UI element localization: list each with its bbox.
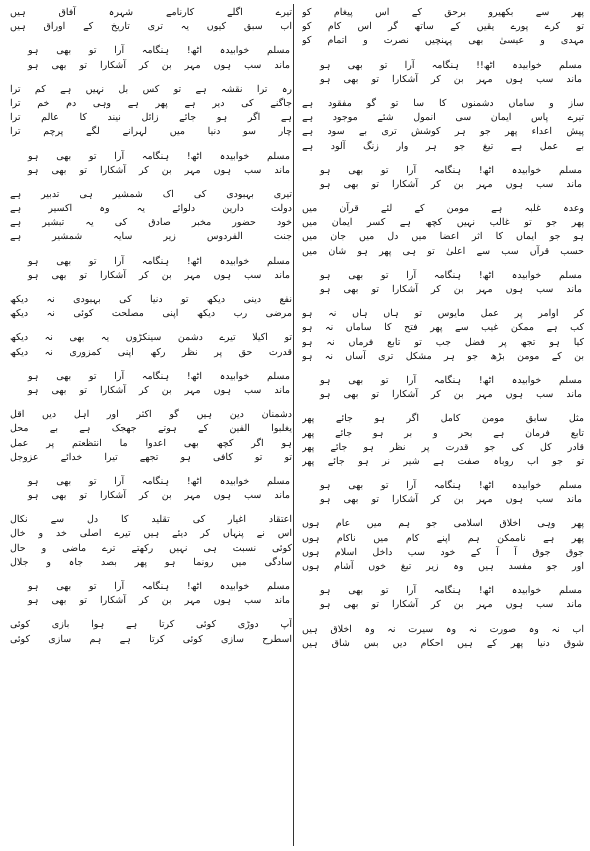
- poem-line: ماند سب ہوں مہر بن کر آشکارا تو بھی ہو: [320, 389, 582, 401]
- poem-line: پھر جو تو غالب نہیں کچھ ہے کسر ایمان میں: [302, 217, 584, 229]
- poem-stanza: [10, 6, 292, 34]
- poem-stanza: [10, 293, 292, 321]
- poem-line: مہدی و عیسیٰ بھی پہنچیں نصرت و اتمام کو: [302, 35, 584, 47]
- poem-line: مسلم خوابیدہ اٹھ!! ہنگامہ آرا تو بھی ہو: [320, 59, 582, 71]
- poem-line: تیرے پاس ایمان سی انمول شئے موجود ہے: [302, 112, 584, 124]
- refrain-stanza: [302, 164, 584, 192]
- poem-line: قدرت حق پر نظر رکھ اپنی کمزوری نہ دیکھ: [10, 346, 292, 358]
- poem-line: تیرے اگلے کارنامے شہرہ آفاق ہیں: [10, 7, 292, 18]
- poem-line: نفع دینی دیکھ تو دنیا کی بہبودی نہ دیکھ: [10, 294, 292, 305]
- poem-line: اب سبق کیوں یہ تری تاریخ کے اوراق ہیں: [10, 21, 292, 33]
- poem-line: پھر ہے ناممکن ہم اپنے کام میں ناکام ہوں: [302, 532, 584, 544]
- poem-stanza: [10, 618, 292, 646]
- poem-line: کب ہے ممکن غیب سے پھر فتح کا ساماں نہ ہو: [302, 322, 584, 334]
- refrain-stanza: [302, 269, 584, 297]
- poem-line: کیا ہو تجھ پر فضل جب تو تابع فرماں نہ ہو: [302, 336, 584, 348]
- poem-line: ماند سب ہوں مہر بن کر آشکارا تو بھی ہو: [320, 284, 582, 295]
- poem-line: مسلم خوابیدہ اٹھ! ہنگامہ آرا تو بھی ہو: [28, 255, 290, 267]
- poem-line: اعتقاد اغیار کی تقلید کا دل سے نکال: [10, 514, 292, 526]
- poem-line: ماند سب ہوں مہر بن کر آشکارا تو بھی ہو: [320, 494, 582, 506]
- poem-line: دشمنان دین ہیں گو اکثر اور اہل دیں اقل: [10, 409, 292, 421]
- poem-stanza: [302, 307, 584, 364]
- poem-line: مسلم خوابیدہ اٹھ! ہنگامہ آرا تو بھی ہو: [320, 374, 582, 386]
- poem-line: ماند سب ہوں مہر بن کر آشکارا تو بھی ہو: [28, 595, 290, 607]
- poem-line: تو جو اب روباہ صفت ہے شیر نر ہو جائے پھر: [302, 455, 584, 467]
- poem-line: مسلم خوابیدہ اٹھ! ہنگامہ آرا تو بھی ہو: [320, 164, 582, 176]
- poem-line: ماند سب ہوں مہر بن کر آشکارا تو بھی ہو: [28, 269, 290, 281]
- refrain-stanza: [302, 479, 584, 507]
- poem-line: ساز و ساماں دشمنوں کا سا تو گو مفقود ہے: [302, 97, 584, 109]
- poem-line: جنت الفردوس زیر سایہ شمشیر ہے: [10, 231, 292, 243]
- left-poem-column: [10, 6, 292, 846]
- poem-line: تو کرے پورے یقیں کے ساتھ گر اس کام کو: [302, 21, 584, 33]
- refrain-stanza: [302, 59, 584, 87]
- poem-line: قادر کل کی جو قدرت پر نظر ہو جائے پھر: [302, 441, 584, 453]
- poem-line: مرضی رب دیکھ اپنی مصلحت کوئی نہ دیکھ: [10, 308, 292, 320]
- poem-stanza: [10, 331, 292, 359]
- poem-line: حسب قرآں سب سے اعلیٰ تو ہی پھر ہو شان میں: [302, 245, 584, 257]
- poem-line: وعدہ غلبہ ہے مومن کے لئے قرآن میں: [302, 203, 584, 215]
- refrain-stanza: [10, 150, 292, 178]
- poem-stanza: [302, 412, 584, 469]
- poem-stanza: [10, 188, 292, 245]
- poem-line: ہو اگر کچھ بھی اعدوا ما انتظعتم پر عمل: [10, 437, 292, 449]
- right-poem-column: [302, 6, 584, 846]
- refrain-stanza: [10, 255, 292, 283]
- poem-line: مسلم خوابیدہ اٹھ! ہنگامہ آرا تو بھی ہو: [28, 475, 290, 487]
- poem-line: تیری بہبودی کی اک شمشیر ہی تدبیر ہے: [10, 188, 292, 200]
- poem-line: اب نہ وہ صورت نہ وہ سیرت نہ وہ اخلاق ہیں: [302, 623, 584, 635]
- poem-line: ماند سب ہوں مہر بن کر آشکارا تو بھی ہو: [28, 164, 290, 176]
- poem-line: تو اکیلا تیرے دشمن سینکڑوں یہ بھی نہ دیکھ: [10, 332, 292, 344]
- refrain-stanza: [10, 475, 292, 503]
- refrain-stanza: [10, 370, 292, 398]
- poem-line: رہ ترا نقشہ ہے تو کس بل نہیں ہے کم ترا: [10, 83, 292, 95]
- poem-line: مسلم خوابیدہ اٹھ! ہنگامہ آرا تو بھی ہو: [28, 150, 290, 162]
- poem-line: آپ دوڑی کوئی کرتا ہے ہوا بازی کوئی: [10, 619, 292, 631]
- poem-stanza: [10, 408, 292, 465]
- poem-line: چار سو دنیا میں لہرانے لگے پرچم ترا: [10, 126, 292, 138]
- refrain-stanza: [302, 584, 584, 612]
- poem-line: مسلم خوابیدہ اٹھ! ہنگامہ آرا تو بھی ہو: [320, 585, 582, 597]
- poem-line: ہو جو ایماں کا اثر اعضا میں دل میں جان میں: [302, 231, 584, 243]
- refrain-stanza: [10, 580, 292, 608]
- poem-line: مثل سابق مومن کامل اگر ہو جائے پھر: [302, 413, 584, 425]
- poem-stanza: [10, 83, 292, 140]
- poem-line: اور جو مفسد ہیں وہ زیر تیغ خوں آشام ہوں: [302, 561, 584, 572]
- poem-line: تابع فرمان ہے بحر و بر ہو جائے پھر: [302, 427, 584, 439]
- poem-line: ہے اگر ہو جائے زائل نیند کا عالم ترا: [10, 112, 292, 124]
- poem-line: دولت دارین دلوائے یہ وہ اکسیر ہے: [10, 203, 292, 215]
- refrain-stanza: [302, 374, 584, 402]
- poem-line: اسطرح سازی کوئی کرتا ہے ہم سازی کوئی: [10, 633, 292, 645]
- poem-line: اس نے پنہاں کر دیئے ہیں تیرے اصلی خد و خال: [10, 528, 292, 540]
- refrain-stanza: [10, 44, 292, 72]
- poem-stanza: [302, 6, 584, 49]
- poem-line: جاگنے کی دیر ہے پھر ہے وہی دم خم ترا: [10, 97, 292, 109]
- poem-line: پھر سے بکھیرو برحق کے اس پیغام کو: [302, 7, 584, 18]
- poem-line: تو تو کافی ہو تجھے تیرا خدائے عزوجل: [10, 451, 292, 463]
- poem-line: سادگی میں رونما ہو پھر بصد جاہ و جلال: [10, 556, 292, 568]
- poem-stanza: [302, 97, 584, 154]
- poem-stanza: [302, 202, 584, 259]
- poem-line: پیش اعداء پھر جو ہر کوشش تری بے سود ہے: [302, 126, 584, 138]
- poem-line: مسلم خوابیدہ اٹھ! ہنگامہ آرا تو بھی ہو: [28, 370, 290, 382]
- poem-line: مسلم خوابیدہ اٹھ! ہنگامہ آرا تو بھی ہو: [28, 581, 290, 592]
- poem-line: یغلبوا الفین کے ہوتے جھجک ہے بے محل: [10, 423, 292, 435]
- poem-line: مسلم خوابیدہ اٹھ! ہنگامہ آرا تو بھی ہو: [320, 480, 582, 492]
- poem-line: ماند سب ہوں مہر بن کر آشکارا تو بھی ہو: [28, 490, 290, 502]
- poem-line: ماند سب ہوں مہر بن کر آشکارا تو بھی ہو: [28, 384, 290, 396]
- poem-line: کوئی نسبت ہی نہیں رکھتے ترے ماضی و حال: [10, 542, 292, 554]
- poem-stanza: [302, 623, 584, 651]
- poem-line: مسلم خوابیدہ اٹھ! ہنگامہ آرا تو بھی ہو: [28, 45, 290, 57]
- column-divider: [293, 4, 294, 846]
- poem-line: بے عمل ہے تیغ جو ہر وار زنگ آلود ہے: [302, 140, 584, 152]
- poem-line: بن کے مومن بڑھ جو ہر مشکل تری آساں نہ ہو: [302, 350, 584, 362]
- poem-line: خود حضور مخبر صادق کی یہ تبشیر ہے: [10, 217, 292, 229]
- poem-line: ماند سب ہوں مہر بن کر آشکارا تو بھی ہو: [28, 59, 290, 71]
- poem-line: شوق دنیا پھر کے ہیں احکام دیں بس شاق ہیں: [302, 637, 584, 649]
- poem-line: ماند سب ہوں مہر بن کر آشکارا تو بھی ہو: [320, 178, 582, 190]
- poem-stanza: [302, 517, 584, 574]
- poem-line: ماند سب ہوں مہر بن کر آشکارا تو بھی ہو: [320, 599, 582, 611]
- poem-line: ماند سب ہوں مہر بن کر آشکارا تو بھی ہو: [320, 73, 582, 85]
- poem-stanza: [10, 513, 292, 570]
- poem-line: جوق جوق آ آ کے خود سب داخل اسلام ہوں: [302, 546, 584, 558]
- poem-line: پھر وہی اخلاق اسلامی جو ہم میں عام ہوں: [302, 518, 584, 530]
- poem-line: مسلم خوابیدہ اٹھ! ہنگامہ آرا تو بھی ہو: [320, 269, 582, 281]
- poem-line: کر اوامر پر عمل مایوس تو ہاں ہاں نہ ہو: [302, 308, 584, 320]
